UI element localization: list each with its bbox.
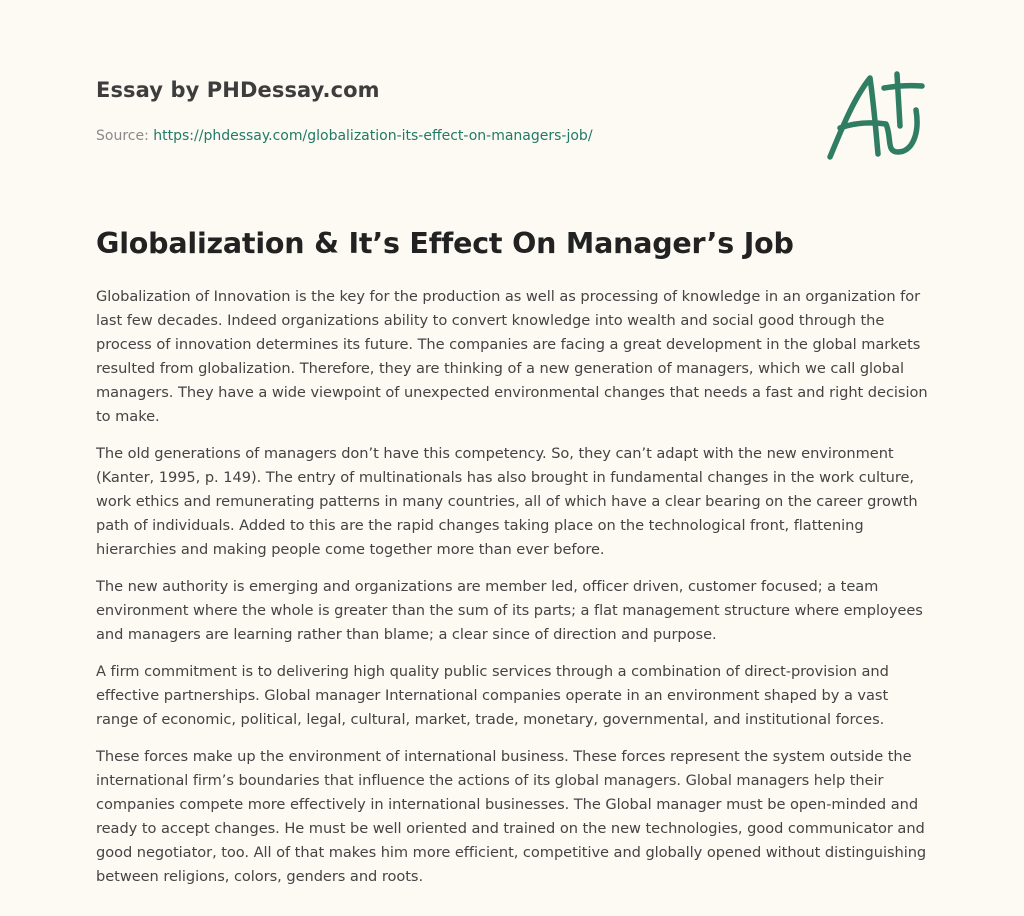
essay-paragraph: The old generations of managers don’t have this competency. So, they can’t adapt with the new environment (Kanter, 1995, p. 149). The entry of multinationals has also brought in fundamental changes in the work culture, work ethics and remunerating patterns in many countries, all of which have a clear bearing on the career growth path of individuals. Added to this are the rapid changes taking place on the technological front, flattening hierarchies and making people come together more than ever before. (96, 445, 918, 558)
site-brand: Essay by PHDessay.com (96, 78, 380, 102)
plus-vertical-stroke (897, 74, 900, 126)
essay-body (96, 285, 930, 902)
source-label: Source: (96, 128, 149, 144)
a-letter-stroke (830, 78, 878, 157)
essay-paragraph: Globalization of Innovation is the key for the production as well as processing of knowledge in an organization for last few decades. Indeed organizations ability to convert knowledge into wealth and social good through the process of innovation determines its future. The companies are facing a great development in the global markets resulted from globalization. Therefore, they are thinking of a new generation of managers, which we call global managers. They have a wide viewpoint of unexpected environmental changes that needs a fast and right decision to make. (96, 288, 928, 425)
essay-paragraph: These forces make up the environment of international business. These forces represent the system outside the international firm’s boundaries that influence the actions of its global managers. Global managers help their companies compete more effectively in international businesses. The Global manager must be open-minded and ready to accept changes. He must be well oriented and trained on the new technologies, good communicator and good negotiator, too. All of that makes him more efficient, competitive and globally opened without distinguishing between religions, colors, genders and roots. (96, 748, 927, 885)
essay-paragraph: The new authority is emerging and organizations are member led, officer driven, customer focused; a team environment where the whole is greater than the sum of its parts; a flat management structure where employees and managers are learning rather than blame; a clear since of direction and purpose. (96, 578, 923, 643)
source-line (96, 126, 796, 146)
source-link[interactable]: https://phdessay.com/globalization-its-effect-on-managers-job/ (153, 128, 593, 144)
essay-paragraph: A firm commitment is to delivering high quality public services through a combination of direct-provision and effective partnerships. Global manager International companies operate in an environment shaped by a vast range of economic, political, legal, cultural, market, trade, monetary, governmental, and institutional forces. (96, 663, 889, 728)
plus-horizontal-stroke (884, 86, 922, 88)
essay-title: Globalization & It’s Effect On Manager’s Job (96, 227, 794, 260)
page-header (96, 76, 796, 146)
a-plus-icon (820, 66, 930, 166)
